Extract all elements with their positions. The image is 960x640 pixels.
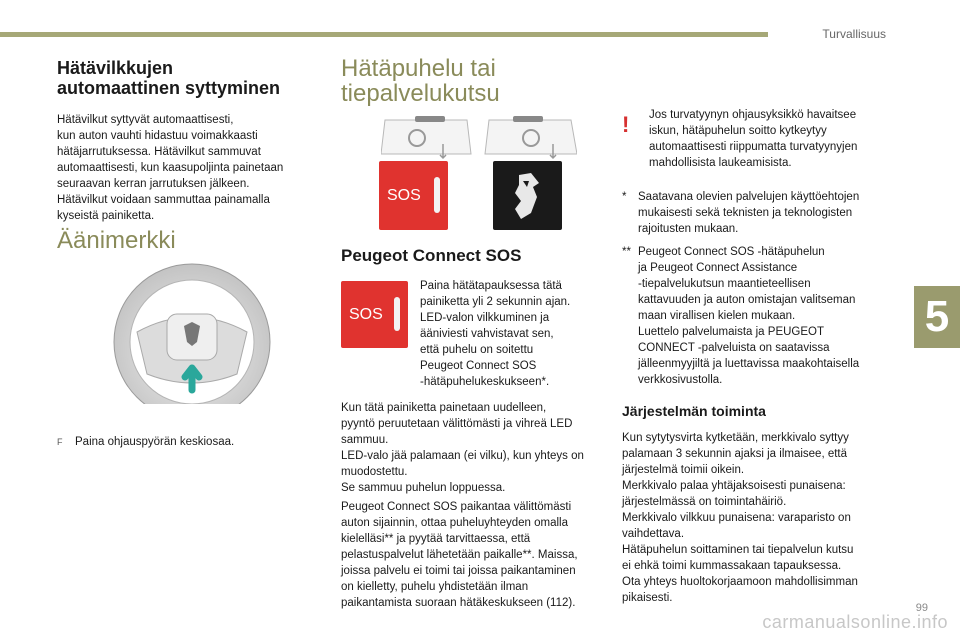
text-line: automaattisesti, kun kaasupoljinta painetaan: [57, 162, 284, 174]
text-line: vaihdettava.: [622, 528, 685, 540]
text-line: iskun, hätäpuhelun soitto kytkeytyy: [649, 125, 827, 137]
text-line: Hätävilkut syttyvät automaattisesti,: [57, 114, 234, 126]
text-line: palamaan 3 sekunnin ajaksi ja ilmaisee, että: [622, 448, 848, 460]
text-line: Jos turvatyynyn ohjausyksikkö havaitsee: [649, 109, 857, 121]
section-name: Turvallisuus: [822, 27, 886, 41]
chapter-tab: 5: [914, 286, 960, 348]
text-line: pelastuspalvelut lähetetään paikalle**. Maissa,: [341, 549, 578, 561]
text-line: maan virallisen kielen mukaan.: [638, 310, 796, 322]
text-line: Saatavana olevien palvelujen käyttöehtojen: [638, 191, 860, 203]
text-line: sammuu.: [341, 434, 389, 446]
text-line: Peugeot Connect SOS paikantaa välittömästi: [341, 501, 572, 513]
text-line: pikaisesti.: [622, 592, 673, 604]
text-line: Ota yhteys huoltokorjaamoon mahdollisimman: [622, 576, 858, 588]
text-line: Hätäpuhelun soittaminen tai tiepalvelun kutsu: [622, 544, 854, 556]
note-marker: F: [57, 437, 63, 447]
text-line: muodostettu.: [341, 466, 408, 478]
page-number: 99: [915, 602, 928, 614]
text-line: Merkkivalo palaa yhtäjaksoisesti punaisena:: [622, 480, 846, 492]
footnote-text: [638, 189, 859, 237]
text-line: LED-valo jää palamaan (ei vilku), kun yhteys on: [341, 450, 584, 462]
text-line: Merkkivalo vilkkuu punaisena: varaparisto on: [622, 512, 851, 524]
column-1: [57, 56, 307, 448]
text-line: ääniviesti vahvistavat sen,: [420, 328, 554, 340]
text-line: Peugeot Connect SOS: [420, 360, 537, 372]
text-line: LED-valon vilkkuminen ja: [420, 312, 550, 324]
footnote-1: [622, 189, 884, 237]
text-line: Luettelo palvelumaista ja PEUGEOT: [638, 326, 825, 338]
text-line: Peugeot Connect SOS -hätäpuhelun: [638, 246, 825, 258]
rearview-mirror-illustration: [381, 114, 577, 162]
text-line: kattavuuden ja auton omistajan valitseman: [638, 294, 856, 306]
text-line: jälleenmyyjiltä ja luettavissa maakohtaisella: [638, 358, 860, 370]
footnote-2: [622, 244, 884, 388]
connect-sos-title: Peugeot Connect SOS: [341, 246, 522, 265]
system-operation-title: Järjestelmän toiminta: [622, 403, 766, 419]
steering-wheel-illustration: [107, 262, 277, 404]
connect-paragraph-2: [341, 499, 605, 611]
sos-button-illustration: [341, 281, 408, 348]
warning-exclamation-icon: !: [622, 112, 630, 137]
peugeot-lion-icon: [493, 161, 562, 230]
text-line: auton sijainnin, ottaa puheluyhteyden omalla: [341, 517, 568, 529]
text-line: pyyntö peruutetaan välittömästi ja vihreä LED: [341, 418, 573, 430]
text-line: seuraavan kerran jarrutuksen jälkeen.: [57, 178, 250, 190]
emergency-title: [341, 56, 605, 106]
text-line: hätäjarrutuksessa. Hätävilkut sammuvat: [57, 146, 261, 158]
text-line: joissa palvelu ei toimi tai joissa paikantaminen: [341, 565, 576, 577]
footnote-marker: **: [622, 246, 631, 258]
footnote-text: [638, 244, 859, 388]
system-operation-body: [622, 430, 884, 606]
connect-paragraph-1: [341, 400, 605, 496]
text-line: kielelläsi** ja pyytää tarvittaessa, että: [341, 533, 531, 545]
text-line: -hätäpuhelukeskukseen*.: [420, 376, 550, 388]
text-line: mukaisesti sekä teknisten ja teknologisten: [638, 207, 853, 219]
text-line: CONNECT -palveluista on saatavissa: [638, 342, 830, 354]
header-rule: [0, 32, 768, 37]
horn-title: Äänimerkki: [57, 227, 176, 254]
text-line: verkkosivustolla.: [638, 374, 723, 386]
text-line: Kun tätä painiketta painetaan uudelleen,: [341, 402, 547, 414]
text-line: Se sammuu puhelun loppuessa.: [341, 482, 506, 494]
text-line: Hätävilkut voidaan sammuttaa painamalla: [57, 194, 270, 206]
connect-intro: [420, 278, 605, 390]
text-line: mahdollisista laukeamisista.: [649, 157, 792, 169]
text-line: on kielletty, puhelu yhdistetään ilman: [341, 581, 529, 593]
hazard-title-line: Hätävilkkujen: [57, 58, 174, 78]
text-line: kun auton vauhti hidastuu voimakkaasti: [57, 130, 258, 142]
text-line: paikantamista suoraan hätäkeskukseen (112).: [341, 597, 576, 609]
text-line: järjestelmä toimii oikein.: [622, 464, 745, 476]
watermark: carmanualsonline.info: [762, 612, 948, 632]
column-2: [341, 55, 605, 609]
horn-note: [57, 434, 307, 450]
sos-led: [394, 297, 400, 331]
text-line: ei ehkä toimi kummassakaan tapauksessa.: [622, 560, 842, 572]
hazard-body: [57, 112, 307, 224]
sos-label: SOS: [349, 306, 383, 323]
horn-note-text: Paina ohjauspyörän keskiosaa.: [75, 436, 235, 448]
text-line: ja Peugeot Connect Assistance: [638, 262, 798, 274]
text-line: painiketta yli 2 sekunnin ajan.: [420, 296, 571, 308]
emergency-title-line: tiepalvelukutsu: [341, 80, 500, 107]
text-line: automaattisesti riippumatta turvatyynyjen: [649, 141, 858, 153]
text-line: että puhelu on soitettu: [420, 344, 534, 356]
sos-button-illustration: [379, 161, 448, 230]
text-line: kyseistä painiketta.: [57, 210, 155, 222]
text-line: rajoitusten mukaan.: [638, 223, 739, 235]
sos-led: [434, 177, 440, 213]
footnote-marker: *: [622, 191, 627, 203]
text-line: järjestelmässä on toimintahäiriö.: [622, 496, 787, 508]
text-line: -tiepalvelukutsun maantieteellisen: [638, 278, 811, 290]
hazard-title: [57, 58, 307, 98]
warning-text: [649, 107, 884, 171]
emergency-title-line: Hätäpuhelu tai: [341, 55, 496, 82]
sos-label: SOS: [387, 187, 421, 204]
hazard-title-line: automaattinen syttyminen: [57, 78, 281, 98]
text-line: Paina hätätapauksessa tätä: [420, 280, 562, 292]
text-line: Kun sytytysvirta kytketään, merkkivalo syttyy: [622, 432, 849, 444]
